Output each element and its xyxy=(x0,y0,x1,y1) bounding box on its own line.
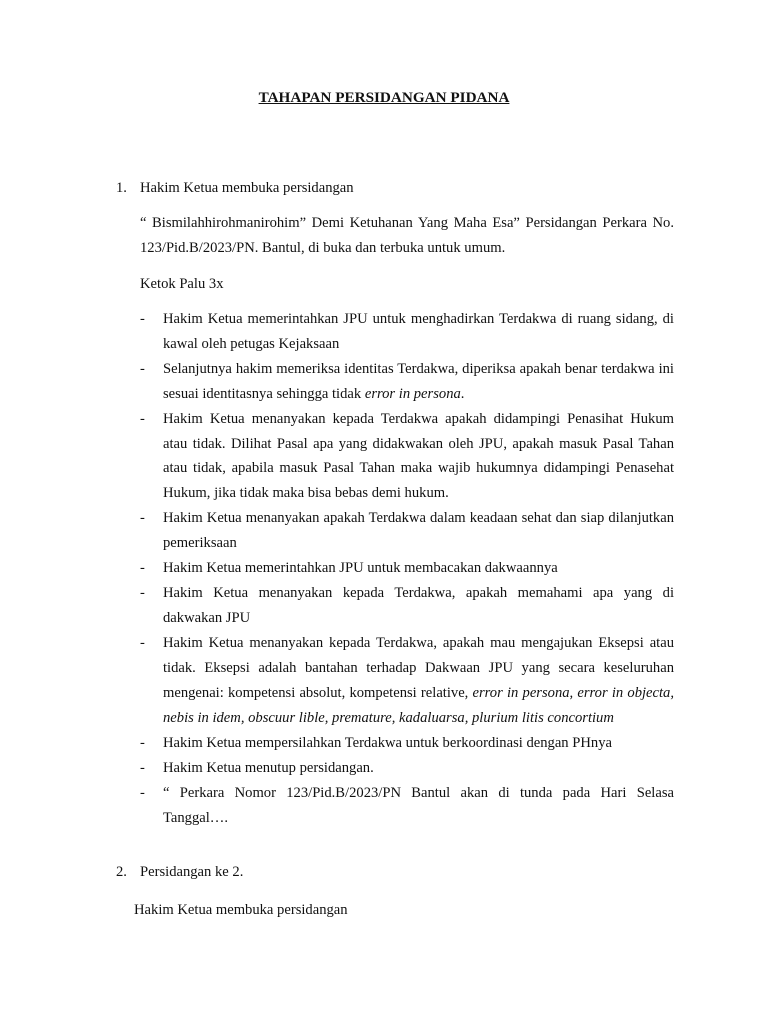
bullet-dash: - xyxy=(140,410,145,427)
list-item xyxy=(140,731,674,756)
section-2-number: 2. xyxy=(116,864,127,880)
list-item-text: Hakim Ketua memerintahkan JPU untuk membacakan dakwaannya xyxy=(163,560,558,577)
bullet-dash: - xyxy=(140,510,145,527)
list-item xyxy=(140,756,674,781)
list-item xyxy=(140,357,674,407)
ketok-palu-line: Ketok Palu 3x xyxy=(140,276,224,292)
procedure-list xyxy=(140,307,674,831)
list-item-text: Hakim Ketua menanyakan kepada Terdakwa apakah didampingi Penasihat Hukum atau tidak. Dilihat Pasal apa yang didakwakan oleh JPU, apakah masuk Pasal Tahan atau tidak, apabila masuk Pasal Tahan maka wajib hukumnya didampingi Penasehat Hukum, jika tidak maka bisa bebas demi hukum. xyxy=(163,410,674,502)
section-2-heading-text: Persidangan ke 2. xyxy=(140,864,244,880)
list-item xyxy=(140,307,674,357)
page-title: TAHAPAN PERSIDANGAN PIDANA xyxy=(258,89,510,106)
list-item-text: Hakim Ketua menanyakan apakah Terdakwa dalam keadaan sehat dan siap dilanjutkan pemeriksaan xyxy=(163,510,674,552)
list-item-italic-text: error in persona, error in objecta, nebis in idem, obscuur lible, premature, kadaluarsa, plurium litis concortium xyxy=(163,684,674,726)
list-item-text: Hakim Ketua menanyakan kepada Terdakwa, apakah memahami apa yang di dakwakan JPU xyxy=(163,585,674,627)
list-item-text: Hakim Ketua menanyakan kepada Terdakwa, apakah mau mengajukan Eksepsi atau tidak. Eksepsi adalah bantahan terhadap Dakwaan JPU yang secara keseluruhan mengenai: kompetensi absolut, kompetensi relative, xyxy=(163,635,674,701)
bullet-dash: - xyxy=(140,635,145,652)
opening-quote: “ Bismilahhirohmanirohim” Demi Ketuhanan Yang Maha Esa” Persidangan Perkara No. 123/Pid.B/2023/PN. Bantul, di buka dan terbuka untuk umum. xyxy=(140,215,674,256)
list-item xyxy=(140,407,674,506)
bullet-dash: - xyxy=(140,759,145,776)
section-2-heading xyxy=(116,862,243,882)
list-item xyxy=(140,581,674,631)
bullet-dash: - xyxy=(140,311,145,327)
bullet-dash: - xyxy=(140,734,145,751)
list-item xyxy=(140,631,674,730)
list-item-text: Hakim Ketua menutup persidangan. xyxy=(163,759,374,776)
section-1-heading xyxy=(116,178,354,198)
bullet-dash: - xyxy=(140,585,145,602)
list-item-text: Selanjutnya hakim memeriksa identitas Terdakwa, diperiksa apakah benar terdakwa ini sesuai identitasnya sehingga tidak xyxy=(163,360,674,402)
list-item xyxy=(140,781,674,831)
list-item-text: Hakim Ketua mempersilahkan Terdakwa untuk berkoordinasi dengan PHnya xyxy=(163,734,612,751)
list-item-trailing-text: . xyxy=(460,385,465,402)
list-item xyxy=(140,506,674,556)
list-item xyxy=(140,556,674,581)
bullet-dash: - xyxy=(140,560,145,577)
section-1-number: 1. xyxy=(116,180,127,196)
section-1-heading-text: Hakim Ketua membuka persidangan xyxy=(140,180,354,196)
bullet-dash: - xyxy=(140,784,145,801)
section-2-subline: Hakim Ketua membuka persidangan xyxy=(134,902,348,918)
list-item-text: “ Perkara Nomor 123/Pid.B/2023/PN Bantul akan di tunda pada Hari Selasa Tanggal…. xyxy=(163,784,674,826)
list-item-italic-text: error in persona xyxy=(364,385,461,402)
list-item-text: Hakim Ketua memerintahkan JPU untuk menghadirkan Terdakwa di ruang sidang, di kawal oleh petugas Kejaksaan xyxy=(163,311,674,352)
bullet-dash: - xyxy=(140,360,145,377)
